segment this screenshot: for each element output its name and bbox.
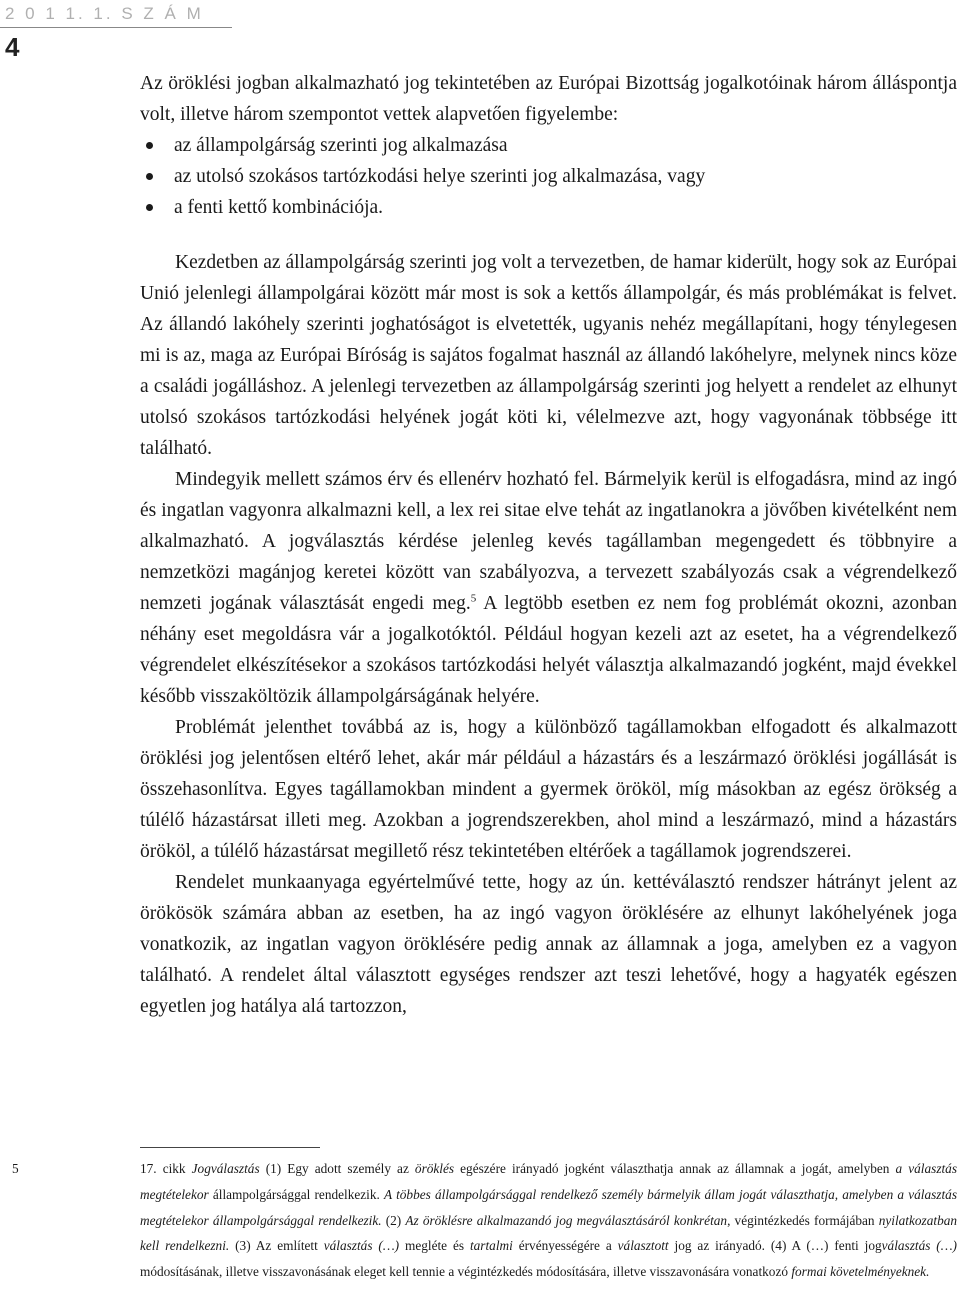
fn-text: (3) Az említett [229,1238,324,1254]
fn-italic: választás (…) [323,1238,400,1254]
fn-text: egészére irányadó jogként választhatja annak az államnak a jogát, amelyben [454,1161,896,1176]
fn-italic: választott [617,1238,669,1254]
fn-text: módosításának, illetve visszavonásának eleget kell tennie a végintézkedés módosítására, illetve visszavonására vonatkozó [140,1264,792,1280]
fn-text: állampolgársággal rendelkezik. [208,1186,385,1202]
paragraph-1: Kezdetben az állampolgárság szerinti jog volt a tervezetben, de hamar kiderült, hogy sok az Európai Unió jelenlegi állampolgárai között már most is sok a kettős állampolgár, és más problémákat is felvet. Az állandó lakóhely szerinti joghatóságot is elvetették, ugyanis nehéz megállapítani, hogy ténylegesen mi is az, maga az Európai Bíróság is sajátos fogalmat használ az állandó lakóhelyre, melynek nincs köze a családi jogálláshoz. A jelenlegi tervezetben az állampolgárság szerinti jog helyett a rendelet az elhunyt utolsó szokásos tartózkodási helyének jogát köti ki, vélelmezve azt, hogy vagyonának többsége itt található. [140,252,957,459]
fn-text: (2) [381,1212,406,1228]
intro-paragraph: Az öröklési jogban alkalmazható jog tekintetében az Európai Bizottság jogalkotóinak három álláspontja volt, illetve három szempontot vettek alapvetően figyelembe: [140,73,957,125]
fn-italic: öröklés [414,1161,455,1176]
fn-italic: tartalmi [469,1238,513,1254]
fn-italic: Az öröklésre alkalmazandó jog megválasztásáról konkrétan [405,1212,728,1228]
footnote-reference[interactable]: 5 [470,592,477,605]
list-item: az utolsó szokásos tartózkodási helye szerinti jog alkalmazása, vagy [140,161,957,192]
fn-text: megléte és [399,1238,470,1254]
fn-text: 17. cikk [140,1161,192,1176]
fn-italic: A többes állampolgársággal rendelkező személy bármelyik állam jogát választhatja, amelyben a választás megtételekor állampolgársággal rendelkezik. [140,1186,957,1228]
fn-text: érvényességére a [512,1238,618,1254]
main-text [140,68,957,1022]
fn-text: jog az irányadó. (4) A (…) fenti jog [668,1238,882,1254]
paragraph-3: Problémát jelenthet továbbá az is, hogy a különböző tagállamokban elfogadott és alkalmazott öröklési jog jelentősen eltérő lehet, akár már például a házastárs és a leszármazó öröklési jogállását is összehasonlítva. Egyes tagállamokban mindent a gyermek örököl, míg másokban az egész örökség a túlélő házastársat illeti meg. Azokban a jogrendszerekben, ahol mind a leszármazó, mind a házastárs örököl, a túlélő házastársat megillető rész tekintetében eltérőek a tagállamok jogrendszerei. [140,717,957,862]
fn-italic: a választás megtételekor [140,1161,958,1202]
list-item: a fenti kettő kombinációja. [140,192,957,223]
fn-italic: Jogválasztás [191,1161,260,1176]
fn-italic: formai követelményeknek. [791,1264,930,1280]
list-item: az állampolgárság szerinti jog alkalmazása [140,130,957,161]
paragraph-2-text-a: Mindegyik mellett számos érv és ellenérv hozható fel. Bármelyik kerül is elfogadásra, mind az ingó és ingatlan vagyonra alkalmazni kell, a lex rei sitae elve tehát az ingatlanokra a jövőben kivételként nem alkalmazható. A jogválasztás kérdése jelenleg kevés tagállamban megengedett és többnyire a nemzetközi magánjog keretei között van szabályozva, a tervezett szabályozás csak a végrendelkező nemzeti jogának választását engedi meg. [140,469,957,614]
paragraph-2-text-b: A legtöbb esetben ez nem fog problémát okozni, azonban néhány eset megoldásra vár a jogalkotóktól. Például hogyan kezeli azt az esetet, ha a végrendelkező végrendelet elkészítésekor a szokásos tartózkodási helyét választja alkalmazandó jogként, majd évekkel később visszaköltözik állampolgárságának helyére. [140,593,957,707]
bullet-list [140,130,957,223]
footnote [12,1156,958,1285]
fn-italic: nyilatkozatban kell rendelkezni. [140,1212,958,1254]
fn-text: , végintézkedés formájában [727,1212,879,1228]
fn-text: (1) Egy adott személy az [259,1161,415,1176]
header-rule [0,27,232,28]
page-number: 4 [5,32,20,62]
fn-italic: választás (…) [881,1238,957,1254]
paragraph-4: Rendelet munkaanyaga egyértelművé tette, hogy az ún. kettéválasztó rendszer hátrányt jelent az örökösök számára abban az esetben, ha az ingó vagyon öröklésére az elhunyt lakóhelyének joga vonatkozik, az ingatlan vagyon öröklésére pedig annak az államnak a joga, amelyben ez a vagyon található. A rendelet által választott egységes rendszer azt teszi lehetővé, hogy a hagyaték egészen egyetlen jog hatálya alá tartozzon, [140,872,957,1017]
footnote-number: 5 [12,1161,19,1176]
footnote-rule [140,1147,320,1148]
paragraph-2 [140,464,957,712]
issue-header: 2 0 1 1. 1. S Z Á M [5,4,204,23]
